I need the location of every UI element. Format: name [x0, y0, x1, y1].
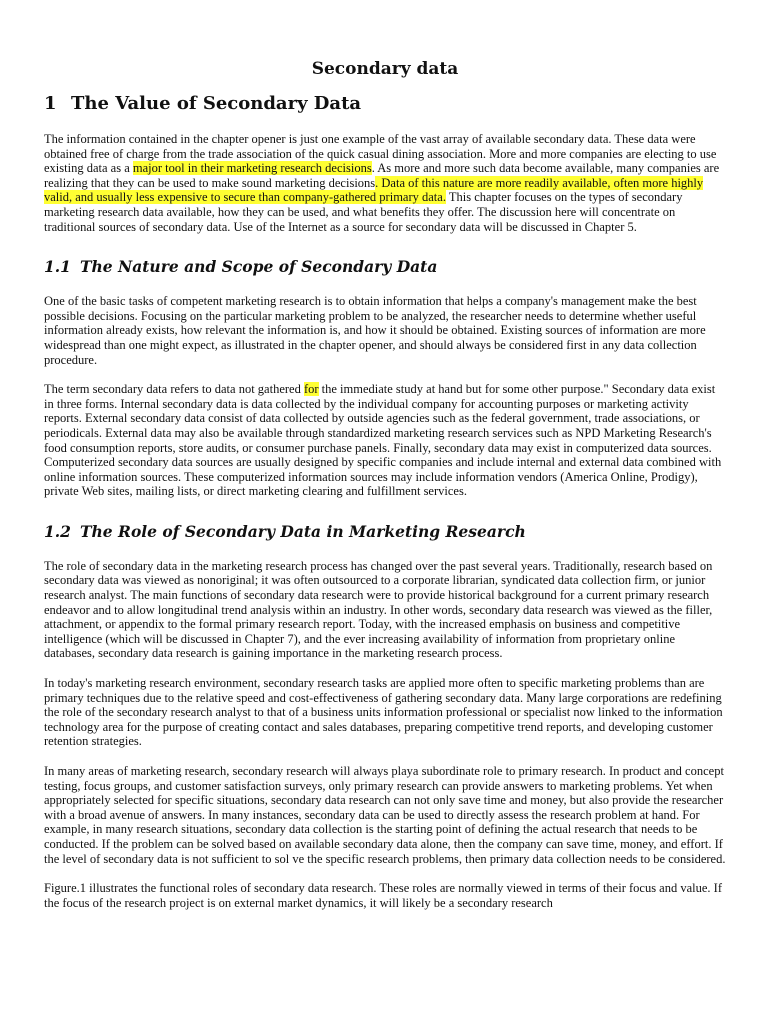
section-1-1-number: 1.1	[44, 257, 71, 277]
section-1-heading	[44, 92, 726, 116]
section-1-2-heading	[44, 521, 726, 543]
section-1-2-number: 1.2	[44, 521, 71, 541]
text-run: This chapter focuses on the types of secondary marketing research data available, how they can be used, and what benefits they offer. The discussion here will concentrate on traditional sources of secondary data. Use of the Internet as a source for secondary data will be discussed in Chapter 5.	[44, 190, 683, 234]
section-1-1-heading	[44, 256, 726, 278]
section-1-2-paragraph-1: The role of secondary data in the marketing research process has changed over the past several years. Traditionally, research based on secondary data was viewed as nonoriginal; it was often outsourced to a corporate librarian, syndicated data collection firm, or junior research analyst. The main functions of secondary data research were to provide historical background for a current primary research endeavor and to allow longitudinal trend analysis within an industry. In other words, secondary data research was viewed as the filler, attachment, or appendix to the formal primary research report. Today, with the increased emphasis on business and competitive intelligence (which will be discussed in Chapter 7), and the ever increasing availability of information from proprietary online databases, secondary data research is gaining importance in the marketing research process.	[44, 558, 713, 661]
text-run: The term secondary data refers to data not gathered	[44, 382, 304, 397]
document-page	[44, 58, 726, 925]
section-1-1-title: The Nature and Scope of Secondary Data	[80, 257, 438, 277]
highlighted-text: major tool in their marketing research decisions	[132, 161, 372, 176]
document-title: Secondary data	[311, 59, 459, 79]
section-1-2-paragraph-4: Figure.1 illustrates the functional roles of secondary data research. These roles are normally viewed in terms of their focus and value. If the focus of the research project is on external market dynamics, it will likely be a secondary research	[44, 881, 723, 910]
section-1-1-paragraph-2	[44, 382, 726, 499]
section-1-title: The Value of Secondary Data	[71, 93, 362, 114]
section-1-2-title: The Role of Secondary Data in Marketing Research	[80, 521, 526, 541]
section-1-1-paragraph-1: One of the basic tasks of competent marketing research is to obtain information that helps a company's management make the best possible decisions. Focusing on the particular marketing problem to be analyzed, the researcher needs to determine whether useful information already exists, how relevant the information is, and how it should be obtained. Existing sources of information are more widespread than one might expect, as illustrated in the chapter opener, and should always be considered first in any data collection procedure.	[44, 294, 706, 367]
section-1-2-paragraph-2: In today's marketing research environment, secondary research tasks are applied more often to specific marketing problems than are primary techniques due to the relative speed and cost-effectiveness of gathering secondary data. Many large corporations are redefining the role of the secondary research analyst to that of a business units information professional or specialist now linked to the information technology area for the purpose of creating contact and sales databases, preparing competitive trend reports, and developing customer retention strategies.	[44, 676, 723, 749]
text-run: the immediate study at hand but for some other purpose." Secondary data exist in three forms. Internal secondary data is data collected by the individual company for accounting purposes or marketing activity reports. External secondary data consist of data collected by outside agencies such as the federal government, trade associations, or periodicals. External data may also be available through standardized marketing research services such as NPD Marketing Research's food consumption reports, store audits, or consumer purchase panels. Finally, secondary data may exist in computerized data sources. Computerized secondary data sources are usually designed by specific companies and include internal and external data combined with online information sources. These computerized information sources may include information vendors (America Online, Prodigy), private Web sites, mailing lists, or direct marketing clearing and fulfillment services.	[44, 382, 722, 499]
section-1-2-paragraph-3: In many areas of marketing research, secondary research will always playa subordinate role to primary research. In product and concept testing, focus groups, and customer satisfaction surveys, only primary research can provide answers to marketing problems. Yet when appropriately selected for specific situations, secondary data research can not only save time and money, but also provide the researcher with a broad avenue of answers. In many instances, secondary data can be used to directly assess the research problem at hand. For example, in many research situations, secondary data collection is the starting point of defining the actual research that needs to be conducted. If the problem can be solved based on available secondary data alone, then the company can save time, money, and effort. If the level of secondary data is not sufficient to sol ve the specific research problems, then primary data collection needs to be considered.	[44, 764, 726, 866]
highlighted-text: . Data of this nature are more readily available, often more highly valid, and usually less expensive to secure than company-gathered primary data.	[44, 175, 704, 205]
text-run: The information contained in the chapter opener is just one example of the vast array of available secondary data. These data were obtained free of charge from the trade association of the quick casual dining association. More and more companies are electing to use existing data as a	[44, 132, 717, 176]
section-1-number: 1	[44, 93, 57, 114]
section-1-paragraph-1	[44, 132, 726, 234]
text-run: . As more and more such data become available, many companies are realizing that they can be used to make sound marketing decisions	[44, 161, 720, 190]
highlighted-text: for	[303, 382, 319, 397]
